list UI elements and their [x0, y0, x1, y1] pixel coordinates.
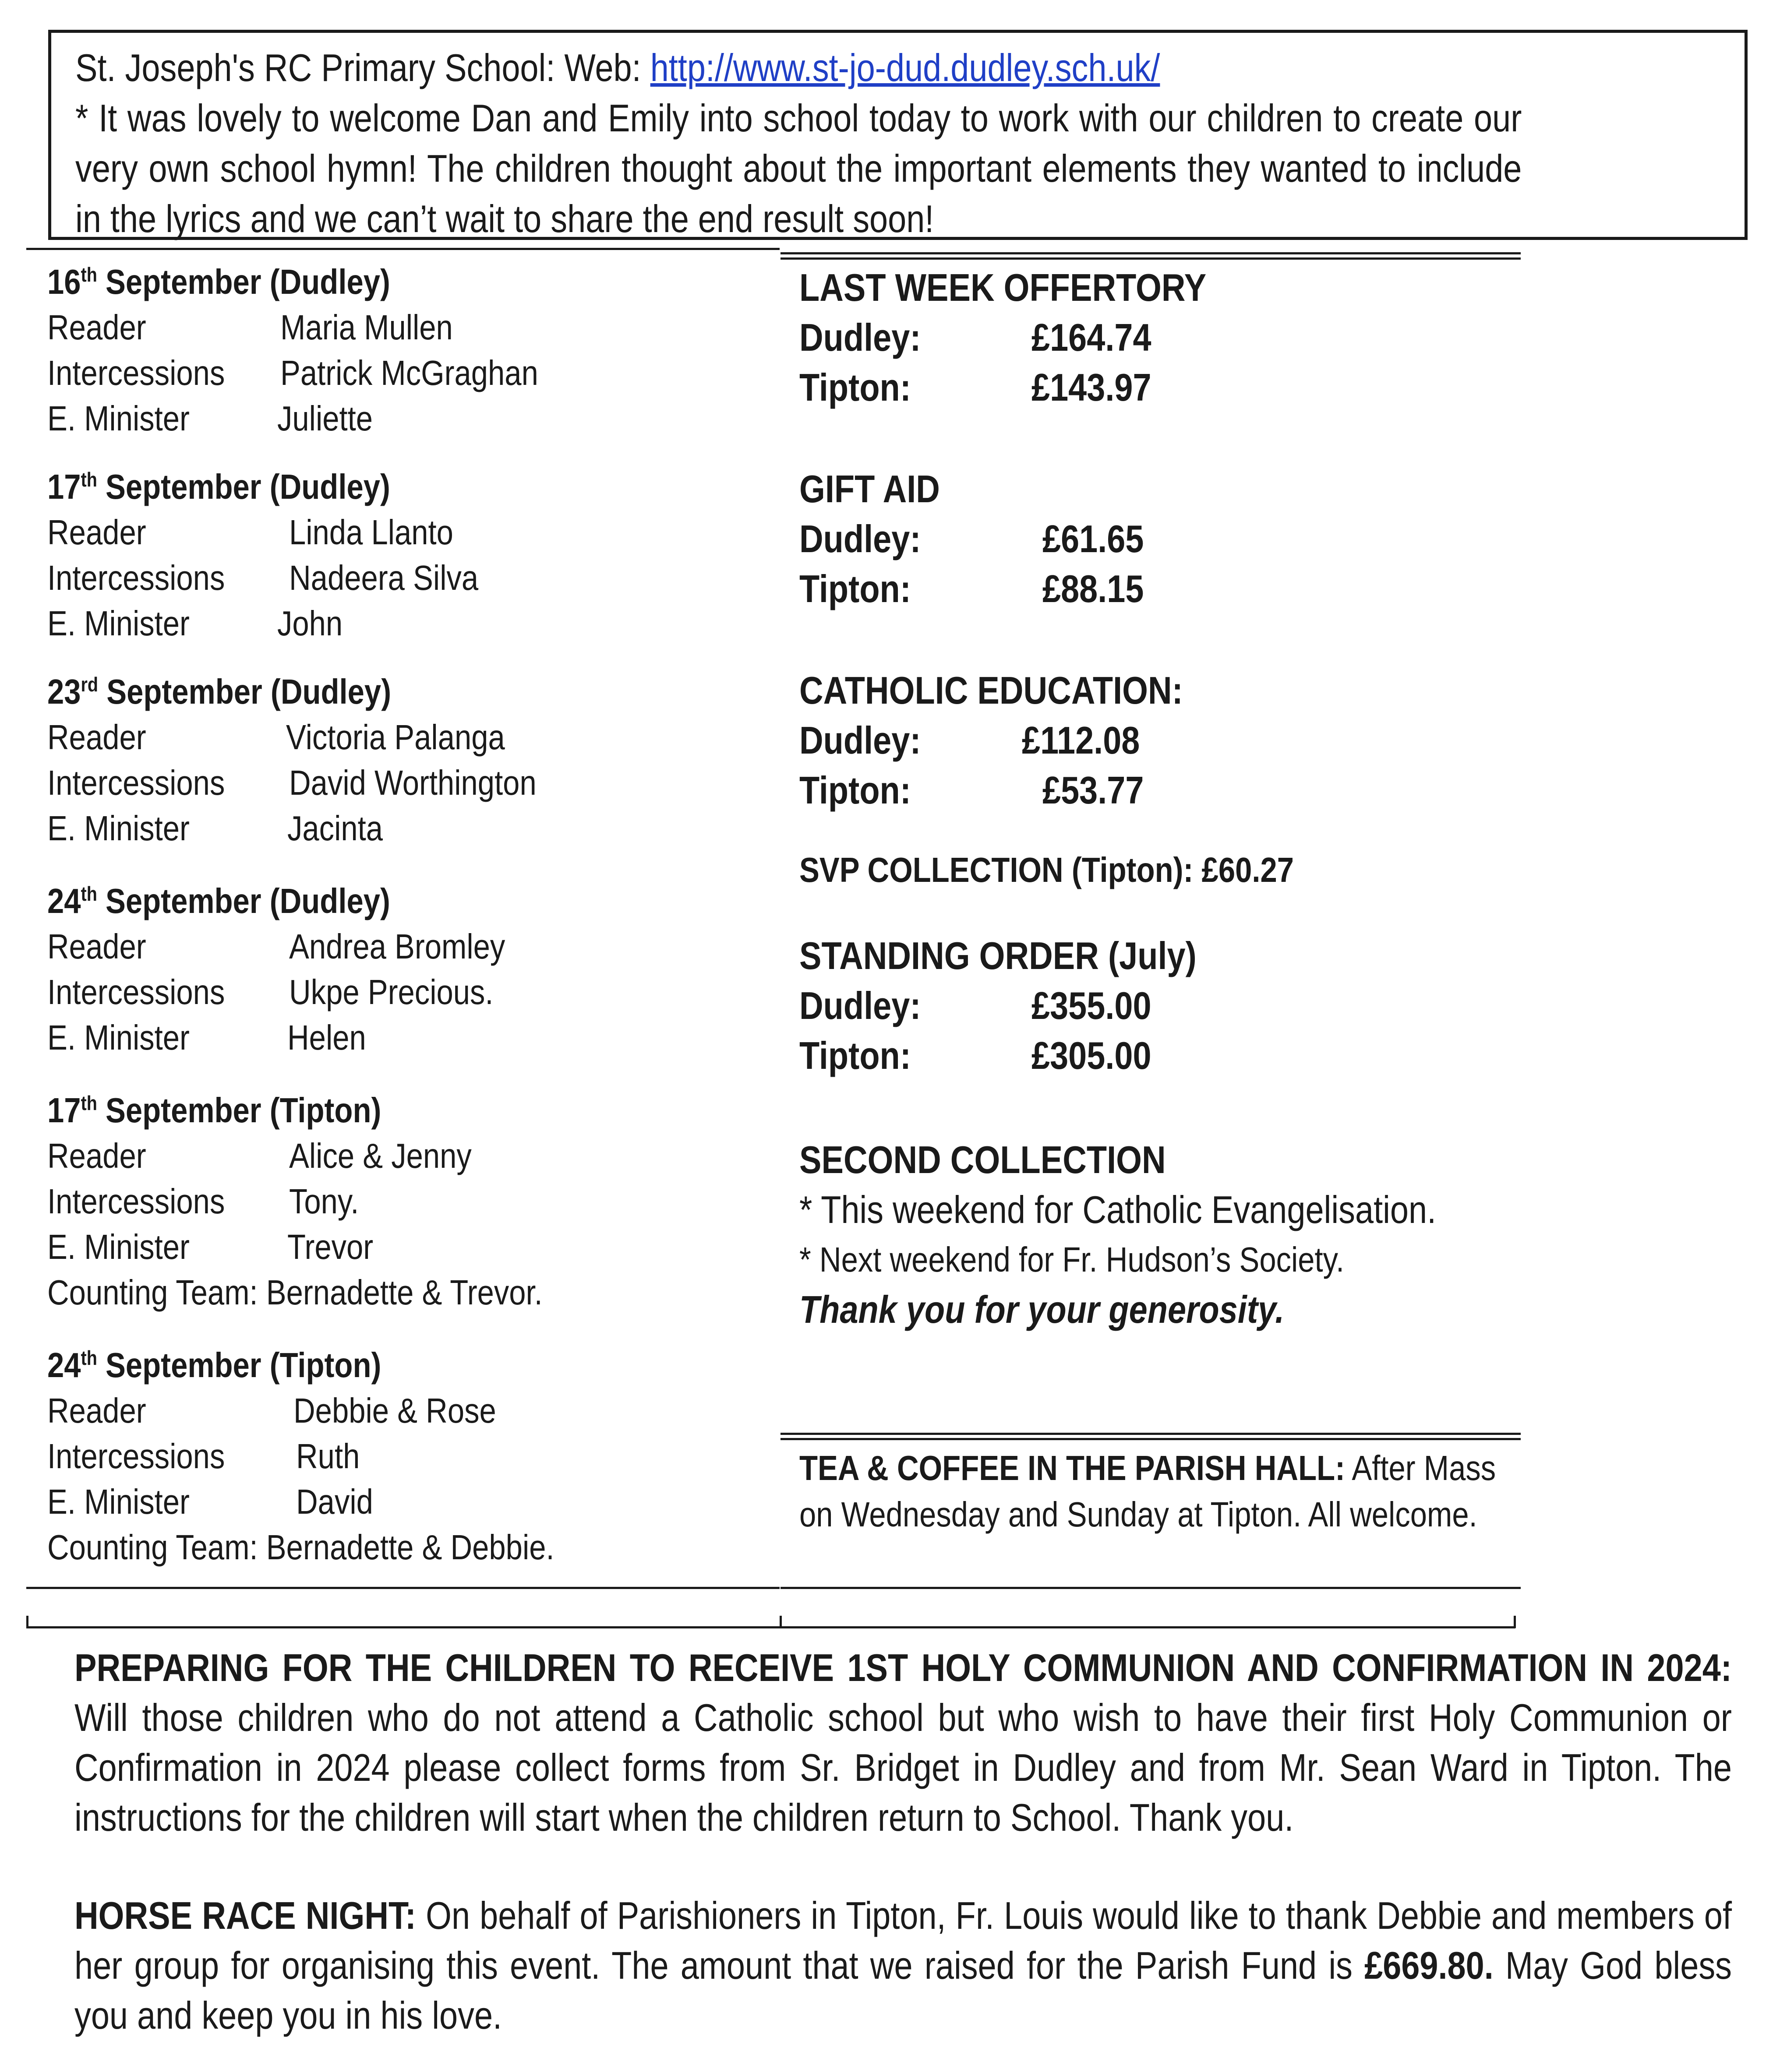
standing-order-title: STANDING ORDER (July)	[799, 934, 1197, 977]
rota-person: Maria Mullen	[280, 308, 453, 347]
rota-role: E. Minister	[47, 809, 190, 848]
rota-person: John	[277, 604, 343, 643]
school-label: St. Joseph's RC Primary School: Web:	[75, 46, 650, 89]
rota-row	[47, 1479, 792, 1525]
school-notice-box	[48, 30, 1748, 240]
rota-person: David Worthington	[289, 763, 537, 802]
offertory-amount: £112.08	[1022, 719, 1140, 762]
rota-list	[47, 259, 792, 1570]
rota-row	[47, 1133, 792, 1179]
communion-notice	[74, 1643, 1732, 1843]
rota-role: Reader	[47, 718, 146, 757]
rota-person: Tony.	[289, 1182, 359, 1221]
rota-role: Intercessions	[47, 1437, 225, 1476]
second-collection-title: SECOND COLLECTION	[799, 1138, 1166, 1181]
horse-race-amount: £669.80.	[1364, 1944, 1494, 1987]
rota-role: E. Minister	[47, 604, 190, 643]
left-bottom-rule	[26, 1587, 780, 1589]
rota-row	[47, 715, 792, 760]
school-message: * It was lovely to welcome Dan and Emily into school today to work with our children to create our very own school hymn! The children thought about the important elements they wanted to include in the lyrics and we can’t wait to share the end result soon!	[75, 96, 1522, 240]
rota-block	[47, 669, 792, 878]
rota-row	[47, 1525, 792, 1570]
rota-role: E. Minister	[47, 1018, 190, 1057]
right-mid-rule-2	[780, 1438, 1521, 1440]
offertory-row: Tipton: £88.15	[799, 564, 1522, 614]
gift-aid-title: GIFT AID	[799, 467, 940, 511]
rota-row	[47, 924, 792, 969]
svp-collection: SVP COLLECTION (Tipton): £60.27	[799, 850, 1294, 889]
rota-row	[47, 601, 792, 646]
rota-person: Helen	[287, 1018, 366, 1057]
offertory-row: Dudley: £355.00	[799, 981, 1522, 1031]
rota-row	[47, 1179, 792, 1224]
left-top-rule	[26, 248, 780, 250]
second-collection-line: * This weekend for Catholic Evangelisation.	[799, 1188, 1437, 1231]
second-collection-line: * Next weekend for Fr. Hudson’s Society.	[799, 1240, 1345, 1279]
tea-coffee-notice	[799, 1445, 1515, 1538]
offertory-row: Dudley: £112.08	[799, 715, 1522, 765]
school-notice-text	[75, 42, 1522, 244]
offertory-amount: £305.00	[1031, 1034, 1151, 1077]
rota-row	[47, 1434, 792, 1479]
rota-row	[47, 1015, 792, 1061]
rota-person: David	[296, 1482, 373, 1521]
rota-role: E. Minister	[47, 1482, 190, 1521]
rota-person: Jacinta	[287, 809, 383, 848]
rota-row	[47, 555, 792, 601]
horse-race-body: On behalf of Parishioners in Tipton, Fr. Louis would like to thank Debbie and members of her group for organising this event. The amount that we raised for the Parish Fund is	[74, 1894, 1732, 1987]
rota-role: Intercessions	[47, 763, 225, 802]
rota-role: Intercessions	[47, 353, 225, 392]
rota-person: Andrea Bromley	[289, 927, 505, 966]
rota-row	[47, 969, 792, 1015]
horse-race-closing: May God bless you and keep you in his love.	[74, 1944, 1732, 2037]
last-week-offertory-title: LAST WEEK OFFERTORY	[799, 266, 1207, 309]
rota-person: Nadeera Silva	[289, 558, 479, 597]
frame-bottom-rule	[26, 1626, 1515, 1628]
offertory-panel	[799, 263, 1522, 1335]
rota-block	[47, 878, 792, 1088]
thank-you-note: Thank you for your generosity.	[799, 1288, 1285, 1331]
rota-row	[47, 510, 792, 555]
counting-team: Counting Team: Bernadette & Trevor.	[47, 1273, 543, 1312]
rota-role: E. Minister	[47, 399, 190, 438]
horse-race-notice	[74, 1891, 1732, 2040]
right-top-rule	[780, 252, 1521, 254]
offertory-row: Tipton: £143.97	[799, 363, 1522, 412]
rota-row	[47, 1224, 792, 1270]
rota-date-heading: 16th September (Dudley)	[47, 262, 390, 301]
rota-row	[47, 305, 792, 350]
frame-right-tick	[1514, 1616, 1516, 1628]
rota-role: Intercessions	[47, 973, 225, 1011]
offertory-row: Dudley: £164.74	[799, 313, 1522, 363]
school-website-link[interactable]: http://www.st-jo-dud.dudley.sch.uk/	[650, 46, 1160, 89]
communion-body: Will those children who do not attend a Catholic school but who wish to have their first Holy Communion or Confirmation in 2024 please collect forms from Sr. Bridget in Dudley and from Mr. Sean Ward in Tipton. The instructions for the children will start when the children return to School. Thank you.	[74, 1696, 1732, 1839]
rota-date-heading: 17th September (Tipton)	[47, 1091, 381, 1130]
rota-role: Reader	[47, 1136, 146, 1175]
tea-coffee-heading: TEA & COFFEE IN THE PARISH HALL:	[799, 1448, 1346, 1487]
rota-role: Intercessions	[47, 1182, 225, 1221]
rota-role: Reader	[47, 927, 146, 966]
offertory-row: Dudley: £61.65	[799, 514, 1522, 564]
rota-role: Reader	[47, 513, 146, 552]
offertory-amount: £355.00	[1031, 984, 1151, 1027]
rota-date-heading: 24th September (Dudley)	[47, 881, 390, 920]
offertory-amount: £88.15	[1042, 567, 1144, 610]
rota-role: Reader	[47, 308, 146, 347]
communion-heading: PREPARING FOR THE CHILDREN TO RECEIVE 1ST HOLY COMMUNION AND CONFIRMATION IN 2024:	[74, 1646, 1732, 1689]
rota-person: Patrick McGraghan	[280, 353, 538, 392]
rota-date-heading: 24th September (Tipton)	[47, 1346, 381, 1385]
rota-role: E. Minister	[47, 1227, 190, 1266]
rota-row	[47, 396, 792, 441]
frame-mid-tick	[780, 1616, 782, 1628]
rota-person: Victoria Palanga	[286, 718, 505, 757]
rota-person: Ukpe Precious.	[289, 973, 494, 1011]
offertory-amount: £53.77	[1042, 768, 1144, 812]
right-mid-rule	[780, 1433, 1521, 1435]
rota-block	[47, 1343, 792, 1570]
offertory-row: Tipton: £305.00	[799, 1031, 1522, 1081]
rota-row	[47, 760, 792, 806]
tea-coffee-body: After Mass on Wednesday and Sunday at Tipton. All welcome.	[799, 1448, 1496, 1534]
offertory-amount: £143.97	[1031, 366, 1151, 409]
rota-row	[47, 1270, 792, 1315]
rota-date-heading: 17th September (Dudley)	[47, 467, 390, 506]
rota-row	[47, 1388, 792, 1434]
rota-row	[47, 350, 792, 396]
offertory-amount: £164.74	[1031, 316, 1151, 359]
rota-block	[47, 259, 792, 464]
rota-role: Intercessions	[47, 558, 225, 597]
counting-team: Counting Team: Bernadette & Debbie.	[47, 1528, 554, 1567]
rota-person: Trevor	[287, 1227, 374, 1266]
rota-person: Juliette	[277, 399, 373, 438]
right-top-rule-2	[780, 257, 1521, 260]
offertory-row: Tipton: £53.77	[799, 765, 1522, 815]
offertory-amount: £61.65	[1042, 517, 1144, 560]
rota-row	[47, 806, 792, 851]
horse-race-heading: HORSE RACE NIGHT:	[74, 1894, 417, 1937]
catholic-education-title: CATHOLIC EDUCATION:	[799, 669, 1183, 712]
frame-left-tick	[26, 1616, 28, 1628]
rota-person: Linda Llanto	[289, 513, 453, 552]
rota-role: Reader	[47, 1391, 146, 1430]
rota-block	[47, 1088, 792, 1343]
rota-date-heading: 23rd September (Dudley)	[47, 672, 392, 711]
rota-person: Debbie & Rose	[293, 1391, 496, 1430]
rota-person: Ruth	[296, 1437, 360, 1476]
rota-person: Alice & Jenny	[289, 1136, 472, 1175]
rota-block	[47, 464, 792, 669]
right-bottom-rule	[780, 1587, 1521, 1589]
